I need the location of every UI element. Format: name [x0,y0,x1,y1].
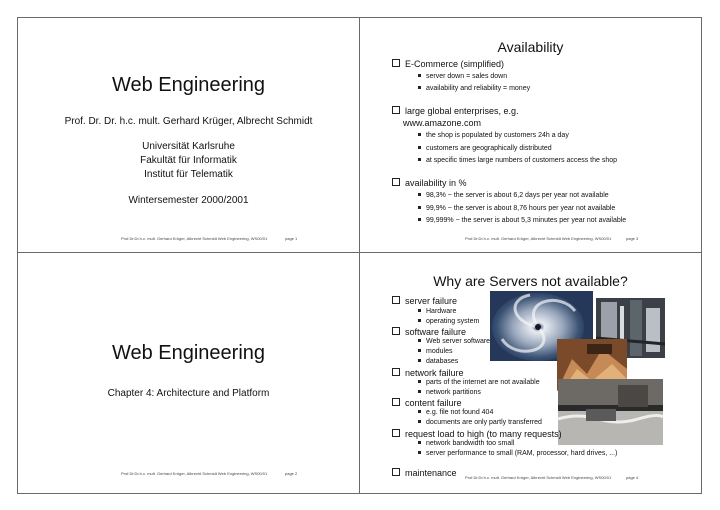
slide-1-page-number: page 1 [285,236,298,241]
list-item: customers are geographically distributed [418,145,552,152]
square-bullet-icon [418,158,421,161]
square-bullet-icon [418,451,421,454]
section-enterprises-url: www.amazone.com [403,118,482,128]
slide-1-faculty: Fakultät für Informatik [140,155,237,166]
square-bullet-icon [418,410,421,413]
slide-2-page-number: page 3 [626,236,639,241]
square-bullet-icon [418,74,421,77]
slide-1-semester: Wintersemester 2000/2001 [128,195,249,206]
slide-3-subtitle: Chapter 4: Architecture and Platform [107,388,270,399]
checkbox-bullet-icon [392,368,400,376]
slide-2-footer: Prof.Dr.Dr.h.c. mult. Gerhard Krüger, Albrecht Schmidt Web Engineering, WS00/01 [465,236,612,241]
square-bullet-icon [418,380,421,383]
checkbox-bullet-icon [392,106,400,114]
list-item: the shop is populated by customers 24h a day [418,132,569,139]
square-bullet-icon [418,441,421,444]
square-bullet-icon [418,218,421,221]
section-enterprises: large global enterprises, e.g. [392,106,519,116]
slide-1 [18,18,359,252]
list-item: documents are only partly transferred [418,419,542,426]
square-bullet-icon [418,359,421,362]
flood-photo [558,379,663,445]
checkbox-bullet-icon [392,59,400,67]
section-availability-percent: availability in % [392,178,467,188]
list-item: availability and reliability = money [418,85,530,92]
slide-3-footer: Prof.Dr.Dr.h.c. mult. Gerhard Krüger, Albrecht Schmidt Web Engineering, WS00/01 [121,471,268,476]
list-item: network bandwidth too small [418,440,514,447]
section-server-failure: server failure [392,296,457,306]
square-bullet-icon [418,133,421,136]
list-item: 99,999% ~ the server is about 5,3 minutes per year not available [418,217,626,224]
list-item: databases [418,358,458,365]
square-bullet-icon [418,193,421,196]
list-item: network partitions [418,389,481,396]
slide-4-footer: Prof.Dr.Dr.h.c. mult. Gerhard Krüger, Albrecht Schmidt Web Engineering, WS00/01 [465,475,612,480]
list-item: Hardware [418,308,456,315]
list-item: parts of the internet are not available [418,379,540,386]
square-bullet-icon [418,420,421,423]
slide-1-authors: Prof. Dr. Dr. h.c. mult. Gerhard Krüger, Albrecht Schmidt [64,116,313,127]
square-bullet-icon [418,86,421,89]
square-bullet-icon [418,339,421,342]
slide-4-heading: Why are Servers not available? [433,273,628,289]
slide-1-institute: Institut für Telematik [144,169,233,180]
square-bullet-icon [418,146,421,149]
list-item: e.g. file not found 404 [418,409,493,416]
slide-1-university: Universität Karlsruhe [142,141,235,152]
section-request-load: request load to high (to many requests) [392,429,562,439]
checkbox-bullet-icon [392,398,400,406]
square-bullet-icon [418,390,421,393]
list-item: 99,9% ~ the server is about 8,76 hours per year not available [418,205,615,212]
slide-3 [18,253,359,493]
section-maintenance: maintenance [392,468,457,478]
list-item: server performance to small (RAM, processor, hard drives, ...) [418,449,618,458]
section-ecommerce: E-Commerce (simplified) [392,59,504,69]
checkbox-bullet-icon [392,296,400,304]
list-item: server down = sales down [418,73,507,80]
slide-1-footer: Prof.Dr.Dr.h.c. mult. Gerhard Krüger, Albrecht Schmidt Web Engineering, WS00/01 [121,236,268,241]
checkbox-bullet-icon [392,468,400,476]
slide-2 [360,18,701,252]
list-item: modules [418,348,452,355]
list-item: Web server software [418,338,490,345]
square-bullet-icon [418,206,421,209]
slide-2-heading: Availability [497,39,564,55]
checkbox-bullet-icon [392,178,400,186]
slide-3-page-number: page 2 [285,471,298,476]
checkbox-bullet-icon [392,429,400,437]
list-item: at specific times large numbers of customers access the shop [418,157,617,164]
section-content-failure: content failure [392,398,462,408]
square-bullet-icon [418,309,421,312]
section-software-failure: software failure [392,327,466,337]
slide-3-title: Web Engineering [111,342,266,364]
square-bullet-icon [418,349,421,352]
list-item: 98,3% ~ the server is about 6,2 days per year not available [418,192,609,199]
square-bullet-icon [418,319,421,322]
list-item: operating system [418,318,479,325]
section-network-failure: network failure [392,368,464,378]
slide-4-page-number: page 4 [626,475,639,480]
slide-4 [360,253,701,493]
checkbox-bullet-icon [392,327,400,335]
slide-1-title: Web Engineering [111,74,266,96]
